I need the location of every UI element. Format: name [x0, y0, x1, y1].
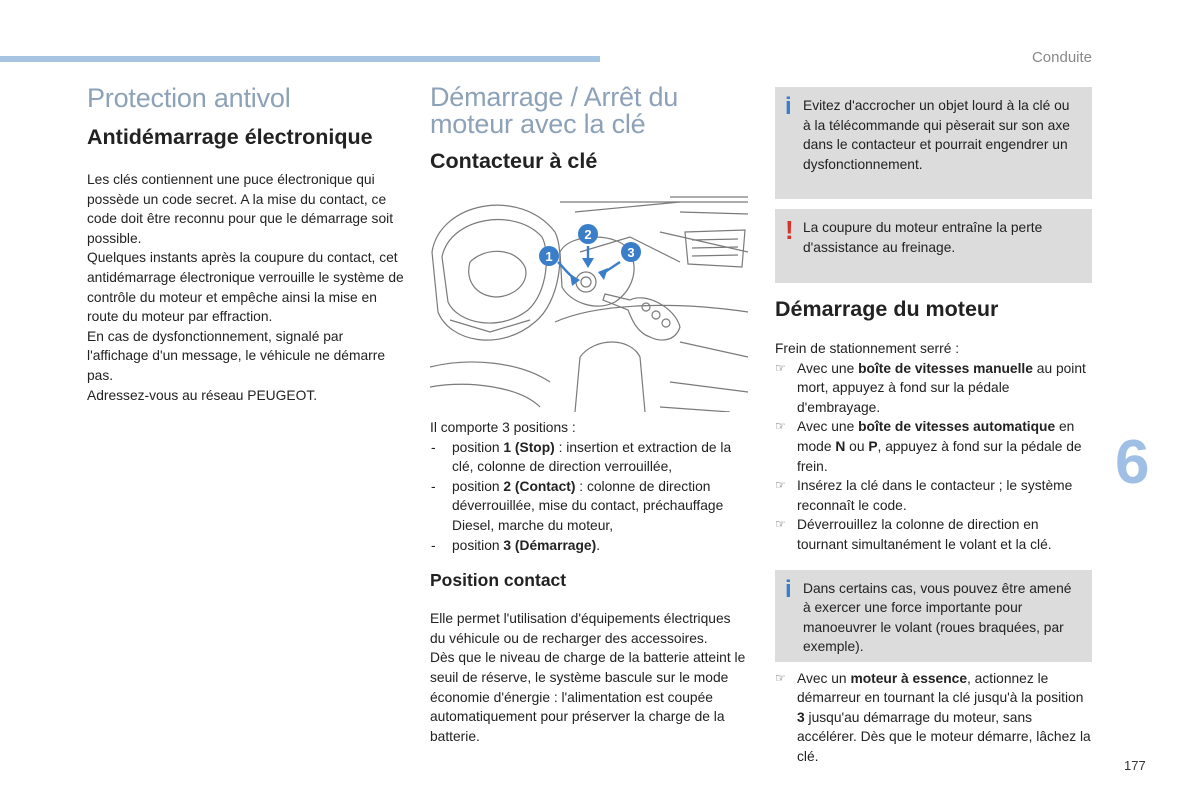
body-paragraph: Frein de stationnement serré :	[775, 341, 960, 356]
svg-text:1: 1	[545, 249, 553, 264]
body-paragraph: Les clés contiennent une puce électronique qui possède un code secret. A la mise du contact, ce code doit être reconnu pour que le démarrage soit possible. Quelques instants après la coupure du contact, cet antidémarrage électronique verrouille le système de contrôle du moteur et empêche ainsi la mise en route du moteur par effraction. En cas de dysfonctionnement, signalé par l'affichage d'un message, le véhicule ne démarre pas. Adressez-vous au réseau PEUGEOT.	[87, 172, 404, 403]
subsection-title: Position contact	[430, 570, 567, 591]
subsection-title: Antidémarrage électronique	[87, 125, 373, 149]
chapter-number: 6	[1115, 428, 1150, 497]
list-item: ☞ Déverrouillez la colonne de direction en tournant simultanément le volant et la clé.	[775, 515, 1092, 554]
list-item: ☞ Avec une boîte de vitesses manuelle au point mort, appuyez à fond sur la pédale d'embrayage.	[775, 359, 1092, 418]
section-name: Conduite	[1031, 49, 1092, 66]
section-title: Démarrage / Arrêt du moteur avec la clé	[430, 82, 679, 139]
list-item: - position 2 (Contact) : colonne de direction déverrouillée, mise du contact, préchauffage Diesel, marche du moteur,	[430, 477, 748, 536]
column-demarrage-moteur	[775, 87, 1092, 767]
info-note: i Evitez d'accrocher un objet lourd à la clé ou à la télécommande qui pèserait sur son axe dans le contacteur et pourrait engendrer un dysfonctionnement.	[775, 87, 1092, 199]
info-icon: i	[785, 575, 792, 603]
callout-3	[621, 242, 641, 262]
warning-icon: !	[785, 215, 794, 245]
list-item: ☞ Avec un moteur à essence, actionnez le démarreur en tournant la clé jusqu'à la position 3 jusqu'au démarrage du moteur, sans accélérer. Dès que le moteur démarre, lâchez la clé.	[775, 669, 1092, 767]
header-accent-bar	[0, 56, 600, 62]
svg-text:3: 3	[627, 245, 635, 260]
start-steps-list	[775, 359, 1092, 555]
info-note: i Dans certains cas, vous pouvez être amené à exercer une force importante pour manoeuvrer le volant (roues braquées, par exemple).	[775, 570, 1092, 662]
list-item: ☞ Avec une boîte de vitesses automatique en mode N ou P, appuyez à fond sur la pédale de frein.	[775, 417, 1092, 476]
callout-1	[539, 246, 559, 266]
positions-intro: Il comporte 3 positions :	[430, 420, 576, 435]
list-item: ☞ Insérez la clé dans le contacteur ; le système reconnaît le code.	[775, 476, 1092, 515]
ignition-key-illustration	[430, 192, 748, 412]
petrol-step-list	[775, 669, 1092, 767]
body-paragraph: Elle permet l'utilisation d'équipements électriques du véhicule ou de recharger des accessoires. Dès que le niveau de charge de la batterie atteint le seuil de réserve, le système bascule sur le mode économie d'énergie : l'alimentation est coupée automatiquement pour préserver la charge de la batterie.	[430, 611, 746, 744]
subsection-title: Démarrage du moteur	[775, 297, 999, 321]
warning-note: ! La coupure du moteur entraîne la perte d'assistance au freinage.	[775, 209, 1092, 283]
callout-2	[578, 224, 598, 244]
list-item: - position 1 (Stop) : insertion et extraction de la clé, colonne de direction verrouillée,	[430, 438, 748, 477]
column-demarrage-arret	[430, 84, 748, 746]
info-icon: i	[785, 93, 792, 120]
list-item: - position 3 (Démarrage).	[430, 536, 748, 556]
svg-text:2: 2	[584, 227, 592, 242]
column-antivol	[87, 84, 407, 405]
section-title: Protection antivol	[87, 83, 291, 113]
positions-list	[430, 438, 748, 556]
page-number: 177	[1124, 758, 1146, 773]
subsection-title: Contacteur à clé	[430, 149, 598, 173]
